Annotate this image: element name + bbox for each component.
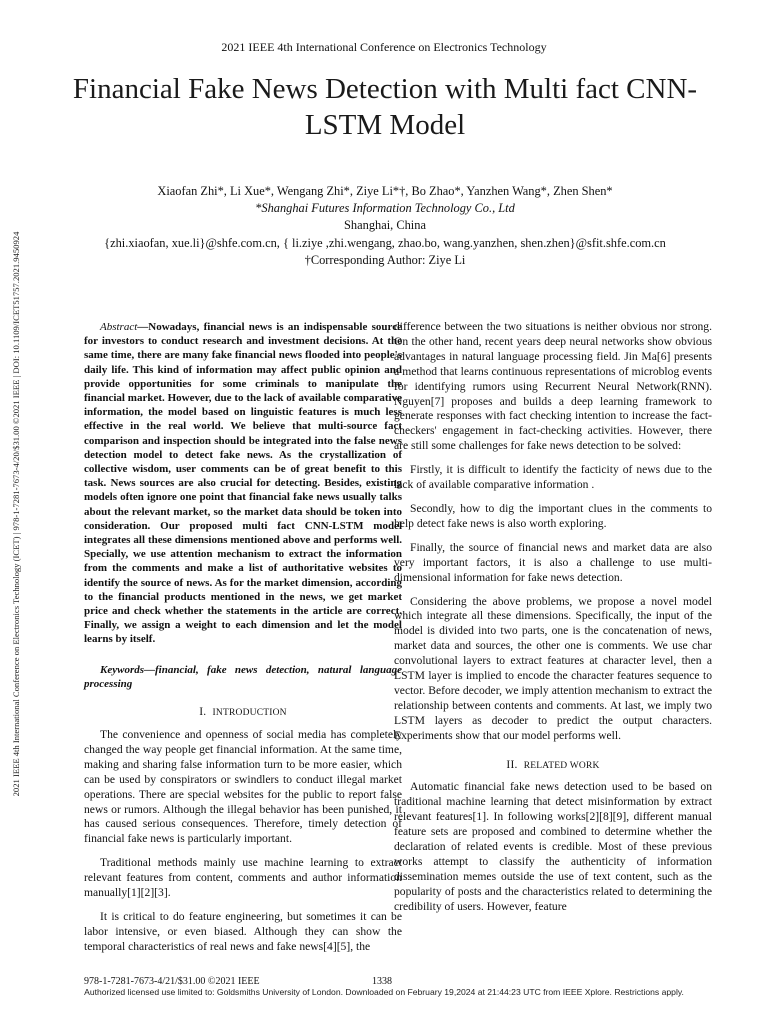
- author-block: [40, 183, 730, 269]
- related-paragraph-1: Automatic financial fake news detection used to be based on traditional machine learning that detect misinformation by extract relevant features[1]. In following works[2][8][9], different manual feature sets are proposed and combined to determine whether the declaration of related events is credible. Most of these previous works attempt to classify the authenticity of information dissemination memes outside the use of text content, such as the popularity of posts and the characteristics related to determining the credibility of users. However, feature: [394, 780, 712, 913]
- right-column: [394, 320, 712, 924]
- right-paragraph-4: Finally, the source of financial news and market data are also very important factors, it is also a challenge to use multi-dimensional information for fake news detection.: [394, 540, 712, 584]
- right-paragraph-5: Considering the above problems, we propose a novel model which integrate all these dimensions. Specifically, the input of the model is divided into two parts, one is the concatenation of news, market data and sources, the other one is comments. We use char convolutional layers to extract features at character level, then a LSTM layer is implied to encode the character features sequence to vector. Before decoder, we imply attention mechanism to extract the relationship between contents and comments. At last, we imply two LSTM layers as decoder to predict the output characters. Experiments show that our model performs well.: [394, 594, 712, 742]
- intro-paragraph-1: The convenience and openness of social media has completely changed the way people get financial information. At the same time, making and sharing false information turn to be more easier, which can be used by conspirators or swindlers to conduct illegal market operations. There are special websites for the public to report false news or rumors. Although the illegal behavior has been punished, it has caused serious consequences. Therefore, timely detection of financial fake news is particularly important.: [84, 727, 402, 846]
- right-paragraph-3: Secondly, how to dig the important clues in the comments to help detect fake news is also worth exploring.: [394, 501, 712, 530]
- right-paragraph-1: difference between the two situations is neither obvious nor strong. On the other hand, recent years deep neural networks show obvious advantages in natural language processing field. Jin Ma[6] presents a method that learns continuous representations of microblog events for identifying rumors using Recurrent Neural Network(RNN). Nguyen[7] proposes and builds a deep learning framework to generate responses with fact checking intention to increase the fact-checkers' engagement in fact-checking activities. However, there are still some challenges for fake news detection to be solved:: [394, 320, 712, 453]
- keywords: Keywords—financial, fake news detection, natural language processing: [84, 663, 402, 690]
- section-heading-introduction: [84, 705, 402, 721]
- section-number: I.: [199, 706, 207, 719]
- section-title: RELATED WORK: [523, 760, 600, 771]
- paper-title: Financial Fake News Detection with Multi fact CNN-LSTM Model: [72, 73, 698, 141]
- intro-paragraph-2: Traditional methods mainly use machine learning to extract relevant features from content, comments and author information manually[1][2][3].: [84, 856, 402, 900]
- section-title: INTRODUCTION: [212, 708, 287, 719]
- side-doi-text: 2021 IEEE 4th International Conference on Electronics Technology (ICET) | 978-1-7281-7673-4/20/$31.00 ©2021 IEEE | DOI: 10.1109/ICET51757.2021.9450924: [11, 231, 21, 797]
- author-affiliation: *Shanghai Futures Information Technology Co., Ltd: [255, 201, 515, 216]
- author-names: Xiaofan Zhi*, Li Xue*, Wengang Zhi*, Ziye Li*†, Bo Zhao*, Yanzhen Wang*, Zhen Shen*: [157, 184, 613, 198]
- page-number: 1338: [372, 976, 392, 987]
- abstract-text: —Nowadays, financial news is an indispensable source for investors to conduct research and investment decisions. At the same time, there are many fake financial news flooded into people's daily life. This kind of information may affect public opinion and provide opportunities for some criminals to manipulate the financial market. However, due to the lack of available comparative information, the model based on linguistic features is much less effective in the real world. We believe that multi-source fact comparison and inspection should be integrated into the false news detection model to detect fake news. As the crystallization of collective wisdom, user comments can be of great benefit to this task. News sources are also crucial for detecting. Besides, existing models often ignore one point that financial fake news usually talks about the relevant market, so the market data should be token into consideration. Our proposed multi fact CNN-LSTM model integrates all these dimensions mentioned above and performs well. Specially, we use attention mechanism to extract the information from the comments and make a list of authoritative websites to identify the source of news. As for the market dimension, according to the financial products mentioned in the news, we get market price and check whether the statements in the article are correct. Finally, we assign a weight to each dimension and let the model learns by itself.: [84, 321, 402, 646]
- intro-paragraph-3: It is critical to do feature engineering, but sometimes it can be labor intensive, or even biased. Although they can show the temporal characteristics of real news and fake news[4][5], the: [84, 909, 402, 953]
- conference-header: 2021 IEEE 4th International Conference on Electronics Technology: [221, 40, 547, 54]
- footer-isbn: 978-1-7281-7673-4/21/$31.00 ©2021 IEEE: [84, 976, 260, 987]
- left-column: [84, 320, 402, 964]
- abstract-label: Abstract: [100, 321, 138, 333]
- section-number: II.: [506, 758, 518, 771]
- author-location: Shanghai, China: [344, 218, 426, 233]
- right-paragraph-2: Firstly, it is difficult to identify the facticity of news due to the lack of available comparative information .: [394, 463, 712, 492]
- corresponding-author: †Corresponding Author: Ziye Li: [304, 252, 466, 267]
- author-emails: {zhi.xiaofan, xue.li}@shfe.com.cn, { li.ziye ,zhi.wengang, zhao.bo, wang.yanzhen, shen.zhen}@sfit.shfe.com.cn: [104, 235, 666, 250]
- abstract: [84, 320, 402, 647]
- section-heading-related-work: [394, 758, 712, 774]
- license-notice: Authorized licensed use limited to: Goldsmiths University of London. Downloaded on February 19,2024 at 21:44:23 UTC from IEEE Xplore. Restrictions apply.: [84, 987, 684, 997]
